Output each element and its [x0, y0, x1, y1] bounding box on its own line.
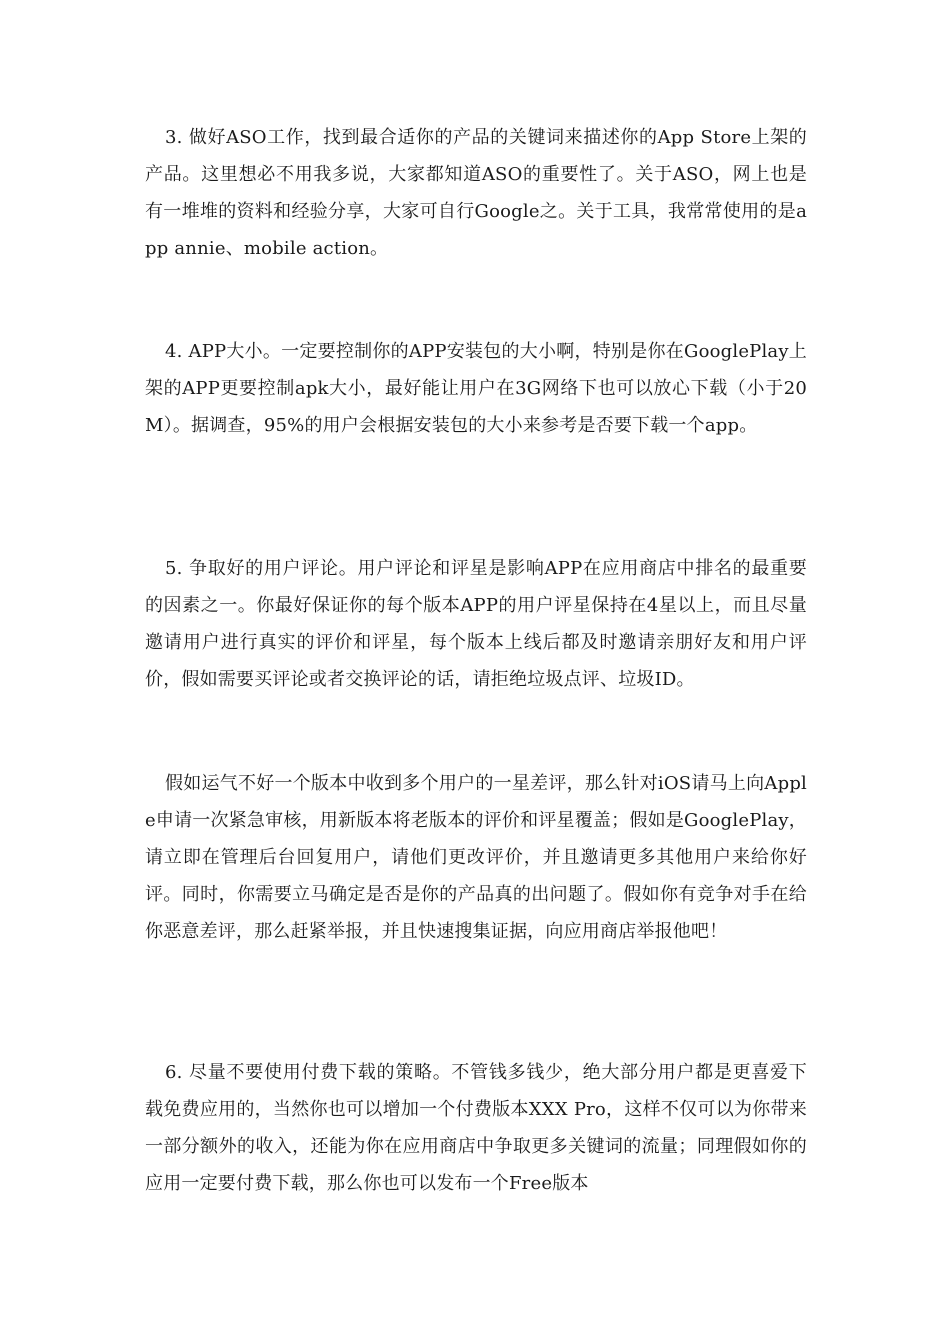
paragraph-aso: 3. 做好ASO工作，找到最合适你的产品的关键词来描述你的App Store上架的产品。这里想必不用我多说，大家都知道ASO的重要性了。关于ASO，网上也是有一堆堆的资料和经验分享，大家可自行Google之。关于工具，我常常使用的是app annie、mobile action。 [145, 127, 807, 259]
paragraph-negative-reviews: 假如运气不好一个版本中收到多个用户的一星差评，那么针对iOS请马上向Apple申请一次紧急审核，用新版本将老版本的评价和评星覆盖；假如是GooglePlay，请立即在管理后台回复用户，请他们更改评价，并且邀请更多其他用户来给你好评。同时，你需要立马确定是否是你的产品真的出问题了。假如你有竞争对手在给你恶意差评，那么赶紧举报，并且快速搜集证据，向应用商店举报他吧！ [145, 773, 807, 942]
paragraph-app-size: 4. APP大小。一定要控制你的APP安装包的大小啊，特别是你在GooglePlay上架的APP更要控制apk大小，最好能让用户在3G网络下也可以放心下载（小于20M）。据调查，95%的用户会根据安装包的大小来参考是否要下载一个app。 [145, 341, 807, 436]
paragraph-user-reviews: 5. 争取好的用户评论。用户评论和评星是影响APP在应用商店中排名的最重要的因素之一。你最好保证你的每个版本APP的用户评星保持在4星以上，而且尽量邀请用户进行真实的评价和评星，每个版本上线后都及时邀请亲朋好友和用户评价，假如需要买评论或者交换评论的话，请拒绝垃圾点评、垃圾ID。 [145, 558, 807, 690]
paragraph-paid-download: 6. 尽量不要使用付费下载的策略。不管钱多钱少，绝大部分用户都是更喜爱下载免费应用的，当然你也可以增加一个付费版本XXX Pro，这样不仅可以为你带来一部分额外的收入，还能为你在应用商店中争取更多关键词的流量；同理假如你的应用一定要付费下载，那么你也可以发布一个Free版本 [145, 1062, 807, 1194]
